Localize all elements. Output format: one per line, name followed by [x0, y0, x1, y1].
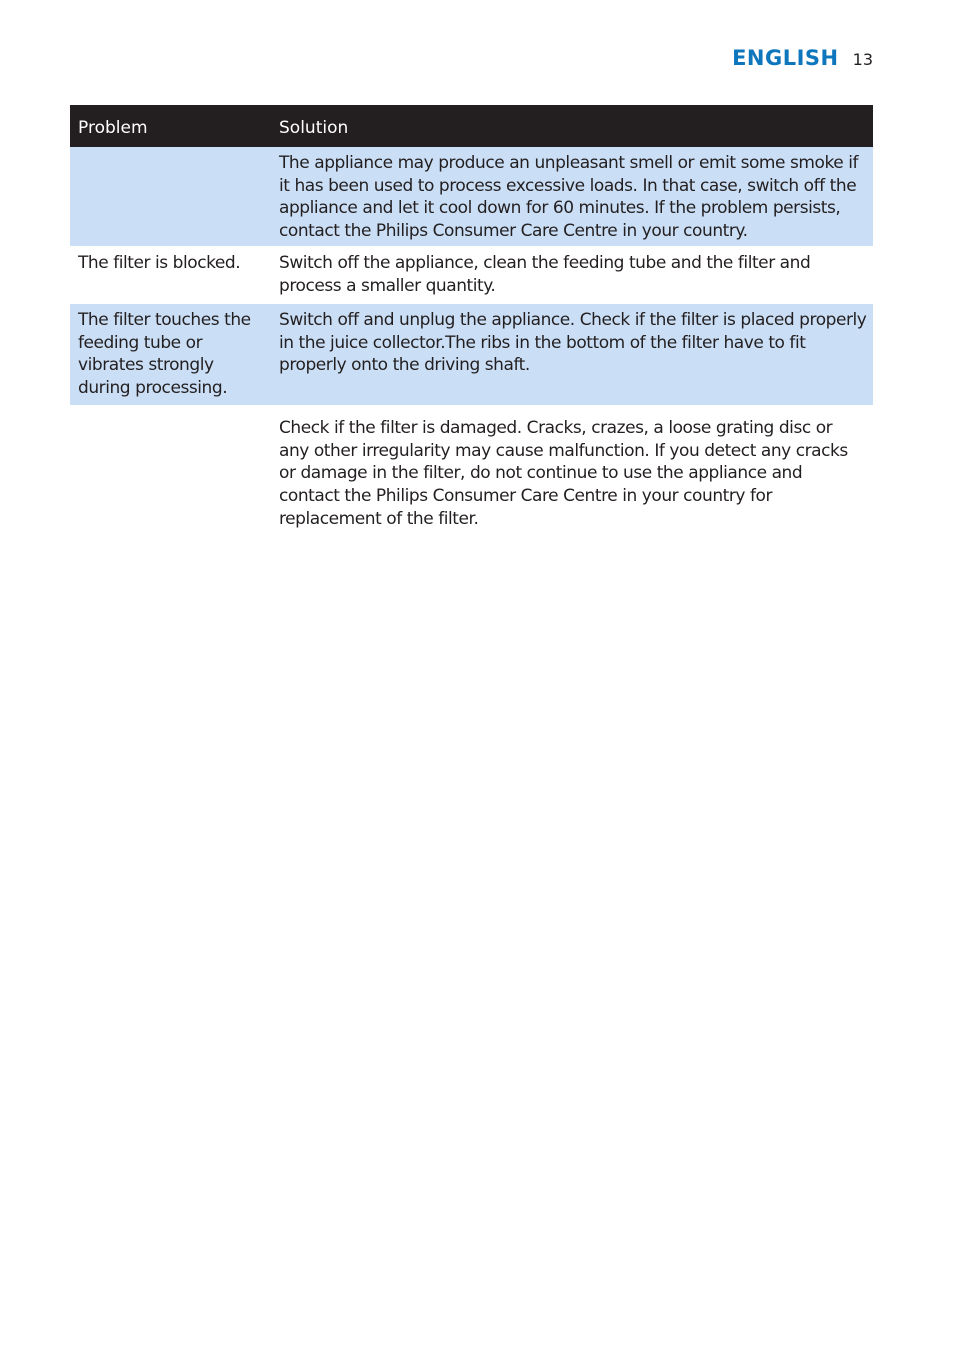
page-header	[732, 46, 873, 70]
table-row	[70, 247, 873, 304]
solution-cell: Check if the filter is damaged. Cracks, crazes, a loose grating disc or any other irregularity may cause malfunction. If you detect any cracks or damage in the filter, do not continue to use the appliance and contact the Philips Consumer Care Centre in your country for replacement of the filter.	[279, 418, 848, 529]
column-header-problem: Problem	[78, 118, 148, 138]
table-header	[70, 105, 873, 147]
page-number: 13	[852, 50, 873, 69]
table-row	[70, 406, 873, 531]
solution-cell: The appliance may produce an unpleasant smell or emit some smoke if it has been used to process excessive loads. In that case, switch off the appliance and let it cool down for 60 minutes. If the problem persists, contact the Philips Consumer Care Centre in your country.	[279, 153, 859, 242]
problem-cell: The filter touches the feeding tube or vibrates strongly during processing.	[78, 310, 251, 399]
table-row	[70, 304, 873, 406]
table-body	[70, 147, 873, 531]
problem-cell	[70, 147, 271, 158]
column-header-solution: Solution	[279, 118, 349, 138]
problem-cell: The filter is blocked.	[78, 253, 241, 273]
solution-cell: Switch off and unplug the appliance. Check if the filter is placed properly in the juice collector.The ribs in the bottom of the filter have to fit properly onto the driving shaft.	[279, 310, 867, 376]
language-label: ENGLISH	[732, 46, 839, 70]
solution-cell: Switch off the appliance, clean the feeding tube and the filter and process a smaller quantity.	[279, 253, 811, 296]
table-row	[70, 147, 873, 247]
troubleshooting-table	[70, 105, 873, 531]
problem-cell	[70, 412, 271, 423]
